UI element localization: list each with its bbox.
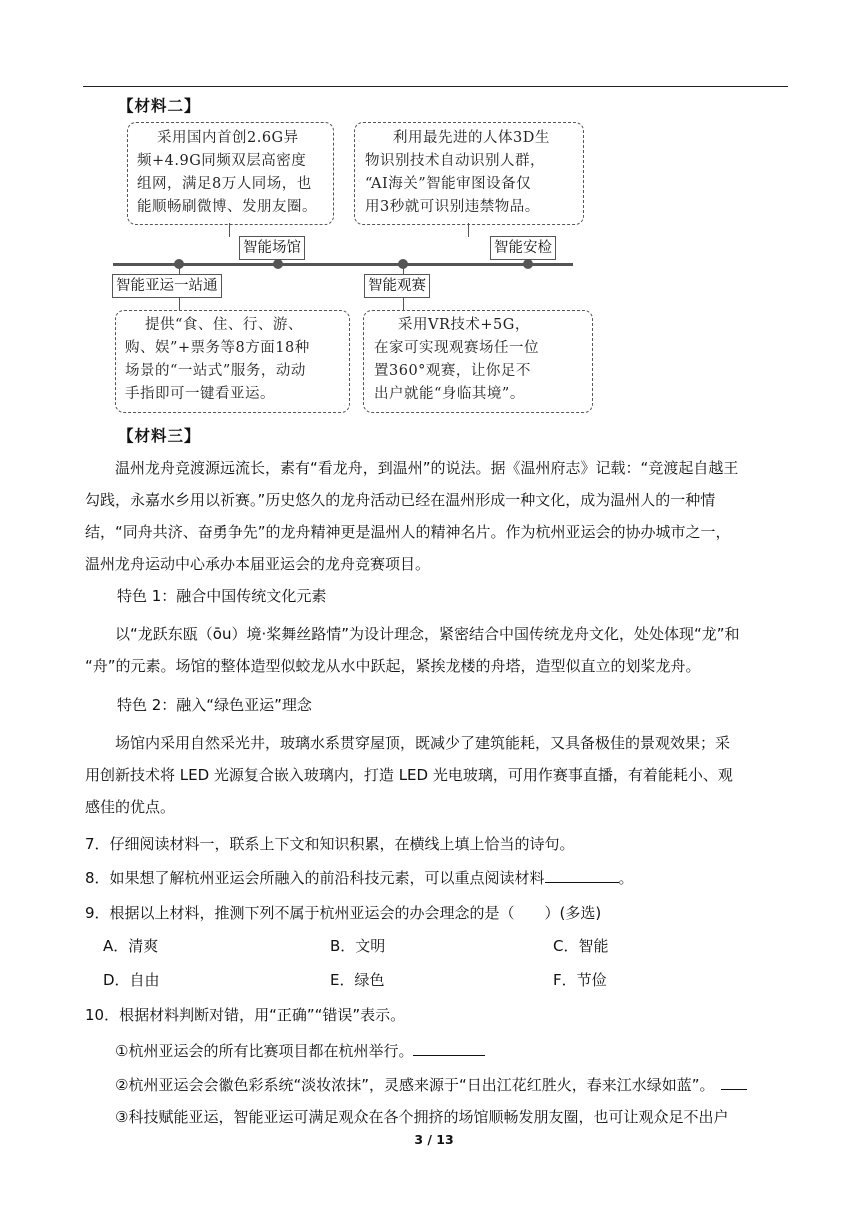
material-3-title: 【材料三】 <box>118 427 201 445</box>
connector <box>468 223 469 237</box>
timeline-dot <box>523 259 533 269</box>
option-b[interactable]: B．文明 <box>330 937 386 955</box>
option-f[interactable]: F．节俭 <box>553 971 607 989</box>
connector <box>403 266 404 274</box>
timeline-dot <box>273 259 283 269</box>
answer-blank[interactable] <box>721 1074 747 1090</box>
box-smart-viewing-text: 采用VR技术+5G， 在家可实现观赛场任一位 置360°观赛，让你足不 出户就能“身临其境”。 <box>374 317 539 402</box>
question-10-item-3: ③科技赋能亚运，智能亚运可满足观众在各个拥挤的场馆顺畅发朋友圈，也可让观众足不出户 <box>115 1108 729 1126</box>
option-d[interactable]: D．自由 <box>103 971 160 989</box>
answer-blank[interactable] <box>545 867 619 883</box>
feature-2-text: 场馆内采用自然采光井，玻璃水系贯穿屋顶，既减少了建筑能耗，又具备极佳的景观效果；采 用创新技术将 LED 光源复合嵌入玻璃内，打造 LED 光电玻璃，可用作赛事直播，有着能耗小、观 感佳的优点。 <box>85 734 733 816</box>
connector <box>179 297 180 310</box>
feature-1-title: 特色 1：融合中国传统文化元素 <box>117 587 327 605</box>
option-e[interactable]: E．绿色 <box>330 971 385 989</box>
page-number: 3 / 13 <box>414 1132 454 1147</box>
option-a[interactable]: A．清爽 <box>103 937 159 955</box>
feature-1-text: 以“龙跃东瓯（ōu）境·桨舞丝路情”为设计理念，紧密结合中国传统龙舟文化，处处体现“龙”和 “舟”的元素。场馆的整体造型似蛟龙从水中跃起，紧挨龙楼的舟塔，造型似直立的划桨龙舟。 <box>85 625 740 675</box>
material-3-paragraph: 温州龙舟竞渡源远流长，素有“看龙舟，到温州”的说法。据《温州府志》记载：“竞渡起自越王 勾践，永嘉水乡用以祈赛。”历史悠久的龙舟活动已经在温州形成一种文化，成为温州人的一种情 结，“同舟共济、奋勇争先”的龙舟精神更是温州人的精神名片。作为杭州亚运会的协办城市之一， 温州龙舟运动中心承办本届亚运会的龙舟竞赛项目。 <box>85 459 739 573</box>
box-one-stop-text: 提供“食、住、行、游、 购、娱”+票务等8方面18种 场景的“一站式”服务，动动 手指即可一键看亚运。 <box>125 317 310 402</box>
tag-smart-security: 智能安检 <box>490 236 556 260</box>
connector <box>179 266 180 274</box>
question-7: 7．仔细阅读材料一，联系上下文和知识积累，在横线上填上恰当的诗句。 <box>85 835 575 853</box>
material-2-title: 【材料二】 <box>118 97 201 115</box>
question-8: 8．如果想了解杭州亚运会所融入的前沿科技元素，可以重点阅读材料 。 <box>85 869 634 887</box>
question-10-item-2: ②杭州亚运会会徽色彩系统“淡妆浓抹”，灵感来源于“日出江花红胜火，春来江水绿如蓝”。 <box>115 1074 747 1095</box>
feature-2-title: 特色 2：融入“绿色亚运”理念 <box>117 696 312 714</box>
answer-blank[interactable] <box>413 1040 485 1056</box>
tag-smart-venue: 智能场馆 <box>239 236 305 260</box>
tag-smart-viewing: 智能观赛 <box>364 274 430 298</box>
connector <box>403 297 404 310</box>
box-smart-security-text: 利用最先进的人体3D生 物识别技术自动识别人群， “AI海关”智能审图设备仅 用3秒就可识别违禁物品。 <box>365 130 550 215</box>
header-rule <box>83 86 788 87</box>
question-10-item-1: ①杭州亚运会的所有比赛项目都在杭州举行。 <box>115 1040 485 1061</box>
option-c[interactable]: C．智能 <box>553 937 609 955</box>
box-smart-venue-text: 采用国内首创2.6G异 频+4.9G同频双层高密度 组网，满足8万人同场，也 能顺畅刷微博、发朋友圈。 <box>137 130 317 215</box>
connector <box>229 223 230 237</box>
question-9: 9．根据以上材料，推测下列不属于杭州亚运会的办会理念的是（ ）(多选) <box>85 904 602 922</box>
question-10: 10．根据材料判断对错，用“正确”“错误”表示。 <box>85 1006 406 1024</box>
tag-one-stop: 智能亚运一站通 <box>112 274 222 298</box>
